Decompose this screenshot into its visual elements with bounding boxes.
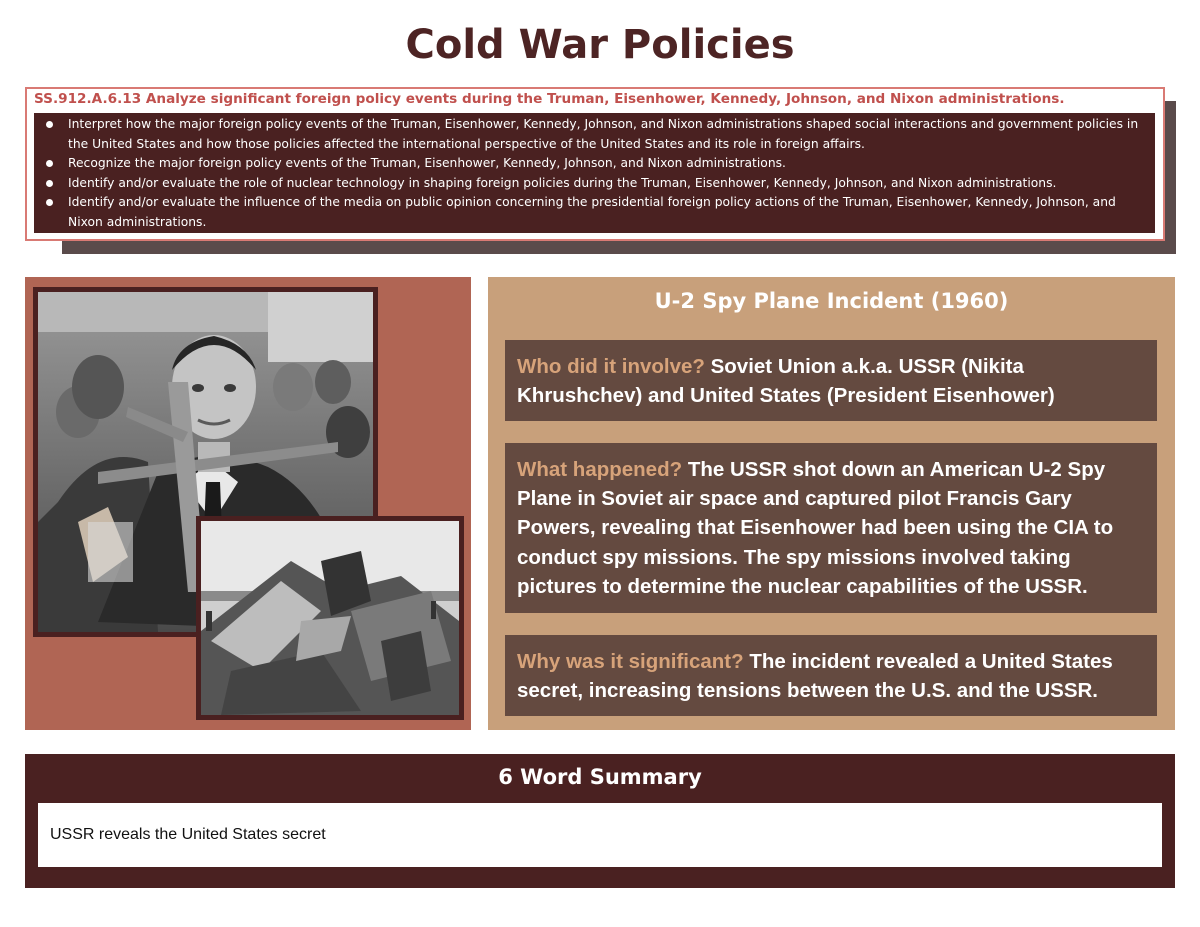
incident-panel xyxy=(488,277,1175,730)
u2-wreckage-image xyxy=(201,521,459,715)
standard-bullet: Identify and/or evaluate the influence of the media on public opinion concerning the presidential foreign policy actions of the Truman, Eisenhower, Kennedy, Johnson, and Nixon administrations. xyxy=(68,193,1147,232)
standard-bullet: Recognize the major foreign policy events of the Truman, Eisenhower, Kennedy, Johnson, and Nixon administrations. xyxy=(68,154,1147,174)
who-question: Who did it involve? xyxy=(517,355,705,378)
who-box xyxy=(505,340,1157,421)
why-question: Why was it significant? xyxy=(517,650,744,673)
summary-panel xyxy=(25,754,1175,888)
standard-bullet: Identify and/or evaluate the role of nuclear technology in shaping foreign policies during the Truman, Eisenhower, Kennedy, Johnson, and Nixon administrations. xyxy=(68,174,1147,194)
who-answer: Soviet Union a.k.a. USSR (Nikita Khrushchev) and United States (President Eisenhower) xyxy=(517,355,1055,408)
standard-bullet-list xyxy=(34,113,1155,233)
incident-title: U-2 Spy Plane Incident (1960) xyxy=(654,289,1009,313)
standard-box xyxy=(25,87,1165,241)
u2-wreckage-photo xyxy=(196,516,464,720)
standard-code: SS.912.A.6.13 Analyze significant foreign policy events during the Truman, Eisenhower, Kennedy, Johnson, and Nixon administrations. xyxy=(34,91,1065,107)
why-answer: The incident revealed a United States secret, increasing tensions between the U.S. and the USSR. xyxy=(517,650,1113,703)
summary-title: 6 Word Summary xyxy=(498,765,702,789)
page-title: Cold War Policies xyxy=(405,22,795,68)
summary-text-field[interactable]: USSR reveals the United States secret xyxy=(38,803,1162,867)
why-box xyxy=(505,635,1157,716)
standard-bullet: Interpret how the major foreign policy events of the Truman, Eisenhower, Kennedy, Johnson, and Nixon administrations shaped social interactions and government policies in the United States and how those policies affected the international perspective of the United States and its role in foreign affairs. xyxy=(68,115,1147,154)
what-question: What happened? xyxy=(517,458,683,481)
what-answer: The USSR shot down an American U-2 Spy Plane in Soviet air space and captured pilot Francis Gary Powers, revealing that Eisenhower had been using the CIA to conduct spy missions. The spy missions involved taking pictures to determine the nuclear capabilities of the USSR. xyxy=(517,458,1114,598)
what-box xyxy=(505,443,1157,613)
